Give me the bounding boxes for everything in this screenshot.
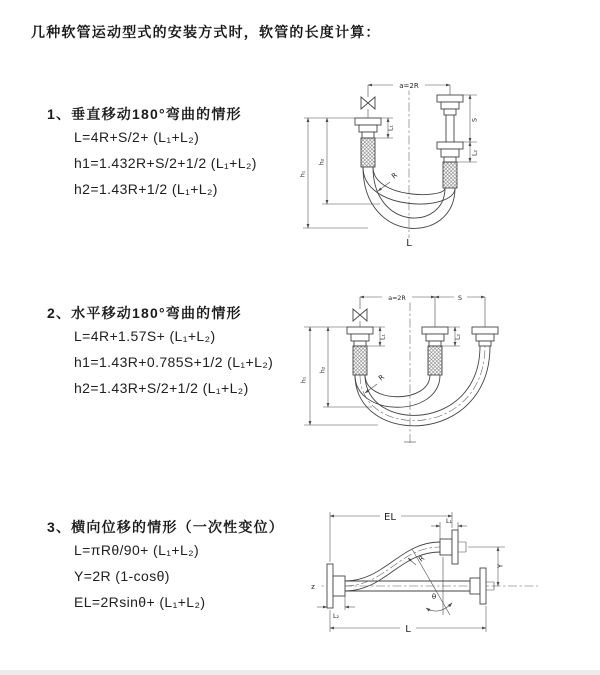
dim-label-l2: L₂ bbox=[332, 613, 340, 620]
section-2-formula-h2: h2=1.43R+S/2+1/2 (L₁+L₂) bbox=[74, 380, 249, 396]
pipe-hub bbox=[470, 578, 480, 594]
page-title: 几种软管运动型式的安装方式时，软管的长度计算： bbox=[31, 24, 381, 40]
flange bbox=[422, 327, 448, 334]
hose-centerline bbox=[345, 547, 440, 586]
section-1-formula-h1: h1=1.432R+S/2+1/2 (L₁+L₂) bbox=[74, 155, 257, 171]
flange bbox=[355, 118, 381, 125]
hose-centerline bbox=[360, 346, 485, 421]
section-3-formula-L: L=πRθ/90+ (L₁+L₂) bbox=[74, 542, 200, 558]
angle-label-theta: θ bbox=[431, 593, 437, 601]
section-2-formula-L: L=4R+1.57S+ (L₁+L₂) bbox=[74, 328, 216, 344]
right-pipe-assembly bbox=[472, 297, 498, 346]
section-3-formula-Y: Y=2R (1-cosθ) bbox=[74, 568, 170, 584]
dim-label-l2: L₂ bbox=[471, 149, 479, 157]
pipe-hub bbox=[333, 576, 345, 596]
section-1-formula-h2: h2=1.43R+1/2 (L₁+L₂) bbox=[74, 181, 218, 197]
flange bbox=[437, 95, 463, 102]
braided-hose-section bbox=[443, 162, 457, 188]
section-2-formula-h1: h1=1.43R+0.785S+1/2 (L₁+L₂) bbox=[74, 354, 274, 370]
section-2 bbox=[0, 303, 310, 401]
dim-label-a-2r: a=2R bbox=[399, 82, 419, 90]
dim-label-r: R bbox=[377, 373, 387, 383]
dim-label-y: Y bbox=[496, 563, 505, 569]
diagram-vertical-180-bend bbox=[300, 70, 500, 260]
dim-label-l2: L₂ bbox=[454, 333, 462, 341]
braided-hose-section bbox=[361, 138, 375, 167]
dim-label-l1: L₁ bbox=[379, 333, 387, 341]
dim-label-l: L bbox=[405, 624, 411, 635]
right-pipe-assembly bbox=[437, 85, 463, 188]
flange bbox=[452, 530, 458, 564]
section-2-heading: 2、水平移动180°弯曲的情形 bbox=[47, 305, 242, 321]
dim-label-a-2r: a=2R bbox=[388, 295, 406, 302]
dimension-lines bbox=[301, 292, 486, 425]
left-pipe-assembly bbox=[355, 85, 381, 167]
dim-label-l1: L₁ bbox=[445, 518, 453, 525]
left-flange-assembly bbox=[327, 564, 345, 608]
radius-leader bbox=[378, 182, 390, 191]
pipe-hub bbox=[440, 539, 452, 555]
page-bottom-edge bbox=[0, 670, 600, 675]
angle-arc bbox=[426, 603, 452, 611]
construction-lines bbox=[408, 549, 452, 615]
dim-label-l1: L₁ bbox=[387, 124, 395, 132]
section-1-formula-L: L=4R+S/2+ (L₁+L₂) bbox=[74, 129, 200, 145]
dimension-lines bbox=[317, 510, 505, 636]
section-3-formula-EL: EL=2Rsinθ+ (L₁+L₂) bbox=[74, 594, 206, 610]
flange bbox=[327, 564, 333, 608]
dim-label-l: L bbox=[406, 238, 412, 249]
diagram-horizontal-180-bend bbox=[300, 282, 530, 454]
flange bbox=[347, 327, 373, 334]
dim-label-s: S bbox=[471, 118, 479, 122]
flange bbox=[437, 142, 463, 149]
valve-icon bbox=[353, 309, 367, 321]
dim-label-r: R bbox=[390, 171, 400, 181]
braided-hose-section bbox=[353, 346, 367, 375]
dim-label-s: S bbox=[458, 295, 462, 302]
braided-hose-section bbox=[428, 346, 442, 375]
dim-label-h1: h₁ bbox=[300, 376, 308, 384]
valve-icon bbox=[361, 97, 375, 109]
dim-label-h1: h₁ bbox=[300, 170, 307, 178]
section-1 bbox=[0, 104, 310, 202]
dim-label-r: R bbox=[417, 554, 427, 564]
dim-label-el: EL bbox=[384, 512, 396, 523]
section-1-heading: 1、垂直移动180°弯曲的情形 bbox=[47, 106, 242, 122]
section-3 bbox=[0, 517, 310, 615]
dim-label-h2: h₂ bbox=[318, 158, 326, 166]
flange bbox=[472, 327, 498, 334]
flange bbox=[480, 568, 486, 604]
hose-u-bend bbox=[355, 346, 490, 426]
centerline-z-mark: z bbox=[311, 583, 315, 591]
s-curve-hose bbox=[345, 542, 440, 591]
dim-label-h2: h₂ bbox=[319, 366, 327, 374]
upper-flange-assembly bbox=[440, 530, 466, 564]
middle-pipe-assembly bbox=[422, 297, 448, 375]
section-3-heading: 3、横向位移的情形（一次性变位） bbox=[47, 519, 284, 535]
diagram-lateral-displacement bbox=[300, 502, 600, 647]
left-pipe-assembly bbox=[347, 297, 373, 375]
